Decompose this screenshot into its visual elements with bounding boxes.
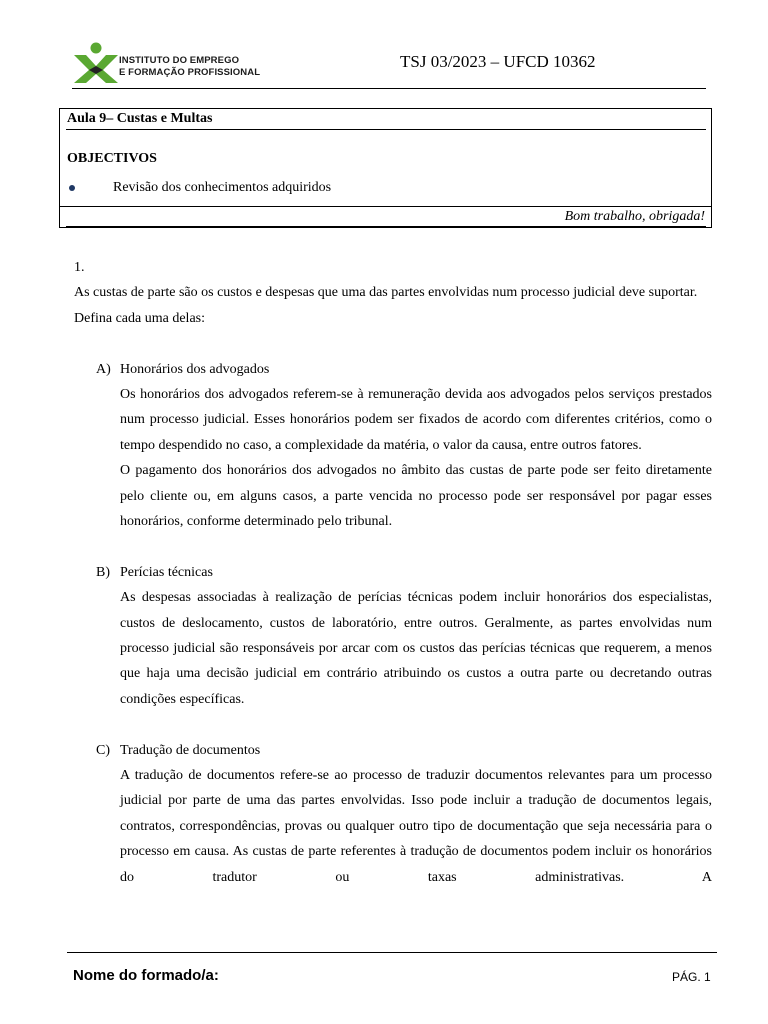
objective-item: Revisão dos conhecimentos adquiridos	[113, 180, 332, 195]
paragraph: Os honorários dos advogados referem-se à remuneração devida aos advogados pelos serviços prestados num processo judicial. Esses honorários podem ser fixados de acordo com diferentes critérios, como o tempo despendido no caso, a complexidade da matéria, o valor da causa, entre outros fatores.	[120, 387, 712, 453]
section-heading	[74, 738, 712, 763]
institution-line-1: INSTITUTO DO EMPREGO	[119, 55, 240, 66]
institution-line-2: E FORMAÇÃO PROFISSIONAL	[119, 67, 261, 78]
section-letter: A)	[96, 361, 111, 377]
section-title: Perícias técnicas	[120, 564, 213, 580]
page-header	[0, 0, 768, 90]
section-letter: C)	[96, 742, 110, 758]
section-a	[74, 357, 712, 535]
document-body	[74, 255, 712, 890]
closing-message: Bom trabalho, obrigada!	[564, 209, 705, 224]
question-intro: As custas de parte são os custos e despesas que uma das partes envolvidas num processo judicial deve suportar.	[74, 285, 698, 301]
trainee-name-label: Nome do formado/a:	[73, 967, 219, 984]
iefp-logo-icon	[72, 42, 120, 84]
lesson-info-box	[59, 108, 712, 228]
section-b	[74, 560, 712, 712]
bullet-icon	[69, 185, 75, 191]
section-c	[74, 738, 712, 890]
paragraph: As despesas associadas à realização de perícias técnicas podem incluir honorários dos especialistas, custos de deslocamento, custos de laboratório, entre outros. Geralmente, as partes envolvidas num processo judicial são responsáveis por arcar com os custos das perícias técnicas que requerem, a menos que haja uma decisão judicial em contrário atribuindo os custos a outra parte ou decretando outras condições específicas.	[120, 590, 712, 707]
objectives-heading: OBJECTIVOS	[67, 151, 157, 166]
closing-underline	[66, 226, 706, 227]
section-letter: B)	[96, 564, 110, 580]
question-number: 1.	[74, 260, 85, 275]
paragraph: O pagamento dos honorários dos advogados no âmbito das custas de parte pode ser feito diretamente pelo cliente ou, em alguns casos, a parte vencida no processo pode ser responsável por pagar esses honorários, conforme determinado pelo tribunal.	[120, 463, 712, 530]
section-heading	[74, 357, 712, 382]
header-divider	[72, 88, 706, 89]
document-code: TSJ 03/2023 – UFCD 10362	[400, 52, 596, 71]
section-body	[74, 585, 712, 712]
footer-divider	[67, 952, 717, 953]
paragraph: A tradução de documentos refere-se ao processo de traduzir documentos relevantes para um processo judicial por parte de uma das partes envolvidas. Isso pode incluir a tradução de documentos legais, contratos, correspondências, provas ou qualquer outro tipo de documentação que seja necessária para o processo em causa. As custas de parte referentes à tradução de documentos podem incluir os honorários do tradutor ou taxas administrativas. A	[120, 768, 712, 885]
question-instruction: Defina cada uma delas:	[74, 310, 205, 326]
section-title: Honorários dos advogados	[120, 361, 270, 377]
box-divider	[59, 206, 712, 207]
section-body	[74, 382, 712, 534]
section-title: Tradução de documentos	[120, 742, 261, 758]
page-number: PÁG. 1	[672, 970, 711, 984]
title-underline	[66, 129, 706, 130]
institution-name	[119, 55, 260, 79]
lesson-title: Aula 9– Custas e Multas	[67, 111, 213, 126]
section-body	[74, 763, 712, 890]
section-heading	[74, 560, 712, 585]
